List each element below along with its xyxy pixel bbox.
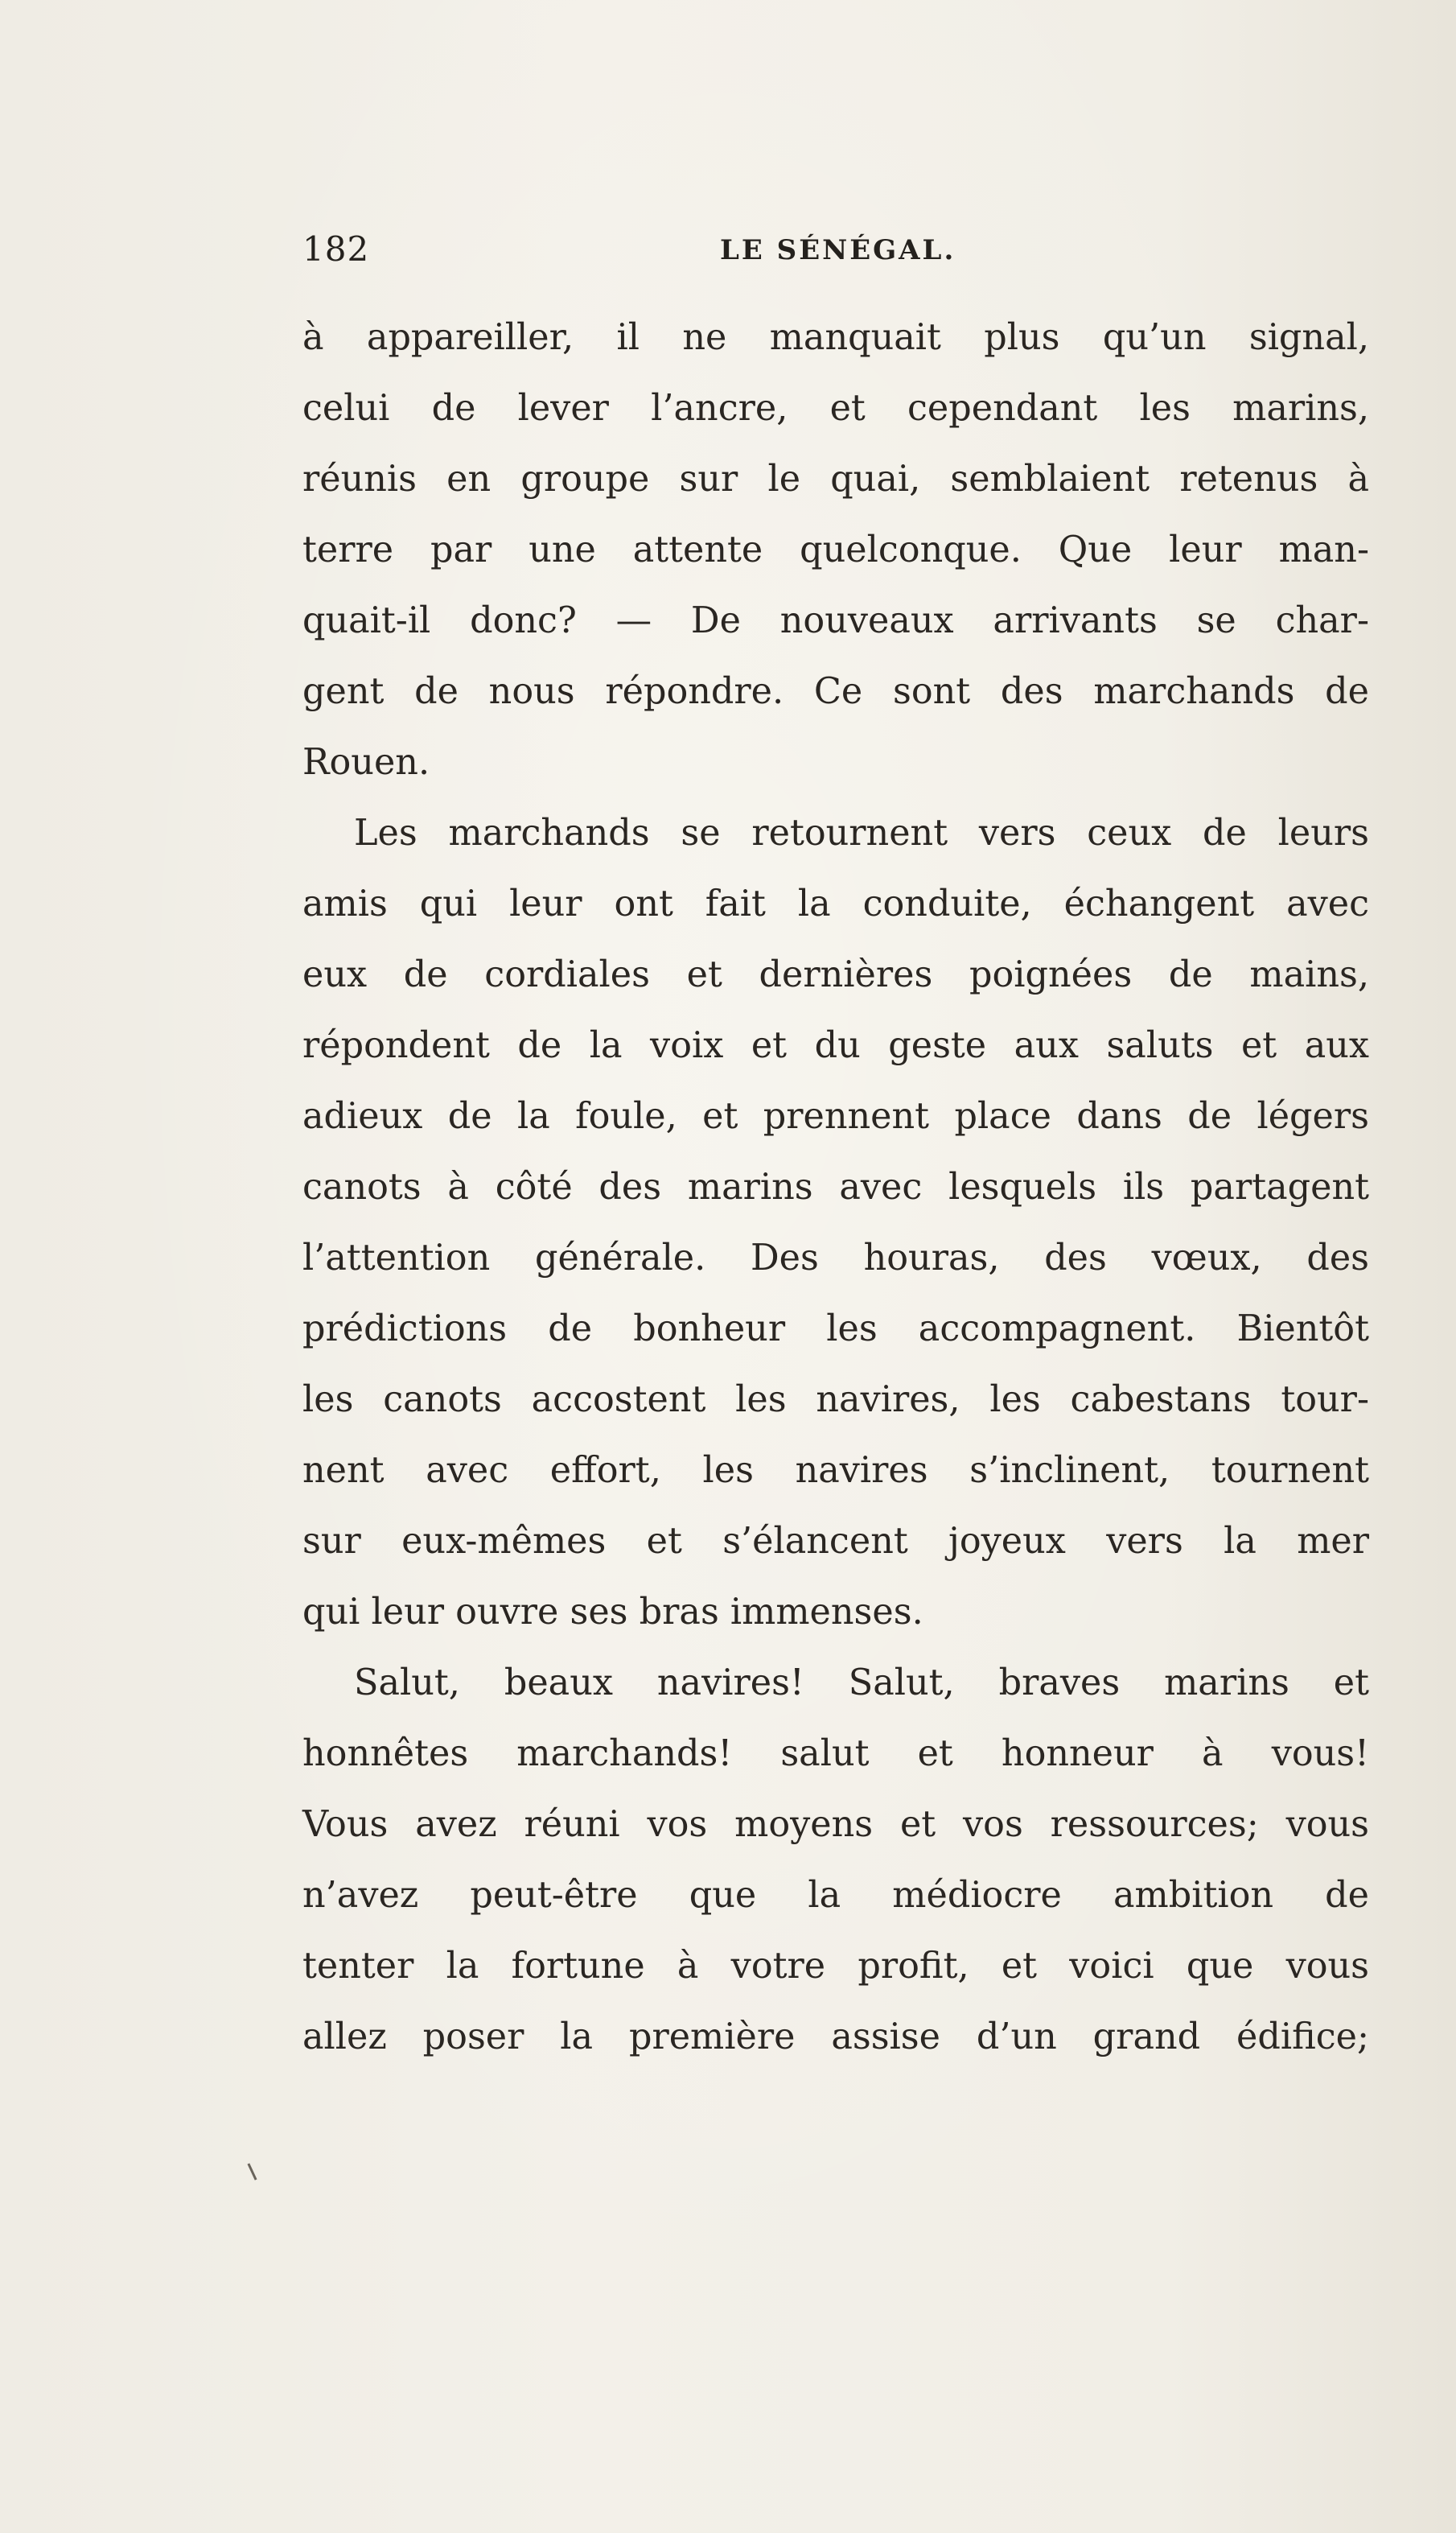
text-line: n’avez peut-être que la médiocre ambition de: [302, 1875, 1369, 1916]
text-line: gent de nous répondre. Ce sont des marchands de: [302, 671, 1369, 712]
text-line: réunis en groupe sur le quai, semblaient retenus à: [302, 459, 1369, 500]
text-line: celui de lever l’ancre, et cependant les marins,: [302, 388, 1369, 429]
running-header: [302, 229, 1369, 278]
text-line: tenter la fortune à votre profit, et voici que vous: [302, 1946, 1369, 1987]
text-line: l’attention générale. Des houras, des vœux, des: [302, 1238, 1369, 1279]
page-number: 182: [302, 229, 370, 269]
text-line: qui leur ouvre ses bras immenses.: [302, 1592, 923, 1633]
text-line: Salut, beaux navires! Salut, braves marins et: [354, 1662, 1369, 1703]
text-line: Rouen.: [302, 742, 430, 783]
text-line: les canots accostent les navires, les cabestans tour-: [302, 1379, 1369, 1420]
text-line: adieux de la foule, et prennent place dans de légers: [302, 1096, 1369, 1137]
paragraph-1: [302, 303, 1369, 798]
paragraph-2: [302, 798, 1369, 1648]
text-line: canots à côté des marins avec lesquels ils partagent: [302, 1167, 1369, 1208]
text-line: terre par une attente quelconque. Que leur man-: [302, 529, 1369, 570]
text-line: nent avec effort, les navires s’inclinent, tournent: [302, 1450, 1369, 1491]
text-line: allez poser la première assise d’un grand édifice;: [302, 2016, 1369, 2057]
text-line: Vous avez réuni vos moyens et vos ressources; vous: [302, 1804, 1369, 1845]
text-line: amis qui leur ont fait la conduite, échangent avec: [302, 883, 1369, 925]
text-line: à appareiller, il ne manquait plus qu’un signal,: [302, 317, 1369, 358]
paragraph-3: [302, 1648, 1369, 2073]
text-line: répondent de la voix et du geste aux saluts et aux: [302, 1025, 1369, 1066]
running-title: LE SÉNÉGAL.: [720, 234, 956, 266]
text-line: Les marchands se retournent vers ceux de leurs: [354, 813, 1369, 854]
ink-mark: [247, 2163, 257, 2180]
text-line: sur eux-mêmes et s’élancent joyeux vers la mer: [302, 1521, 1369, 1562]
text-line: honnêtes marchands! salut et honneur à vous!: [302, 1733, 1369, 1774]
text-line: quait-il donc? — De nouveaux arrivants se char-: [302, 600, 1369, 641]
body-text: [302, 303, 1369, 2073]
text-line: prédictions de bonheur les accompagnent. Bientôt: [302, 1308, 1369, 1349]
text-line: eux de cordiales et dernières poignées de mains,: [302, 954, 1369, 995]
